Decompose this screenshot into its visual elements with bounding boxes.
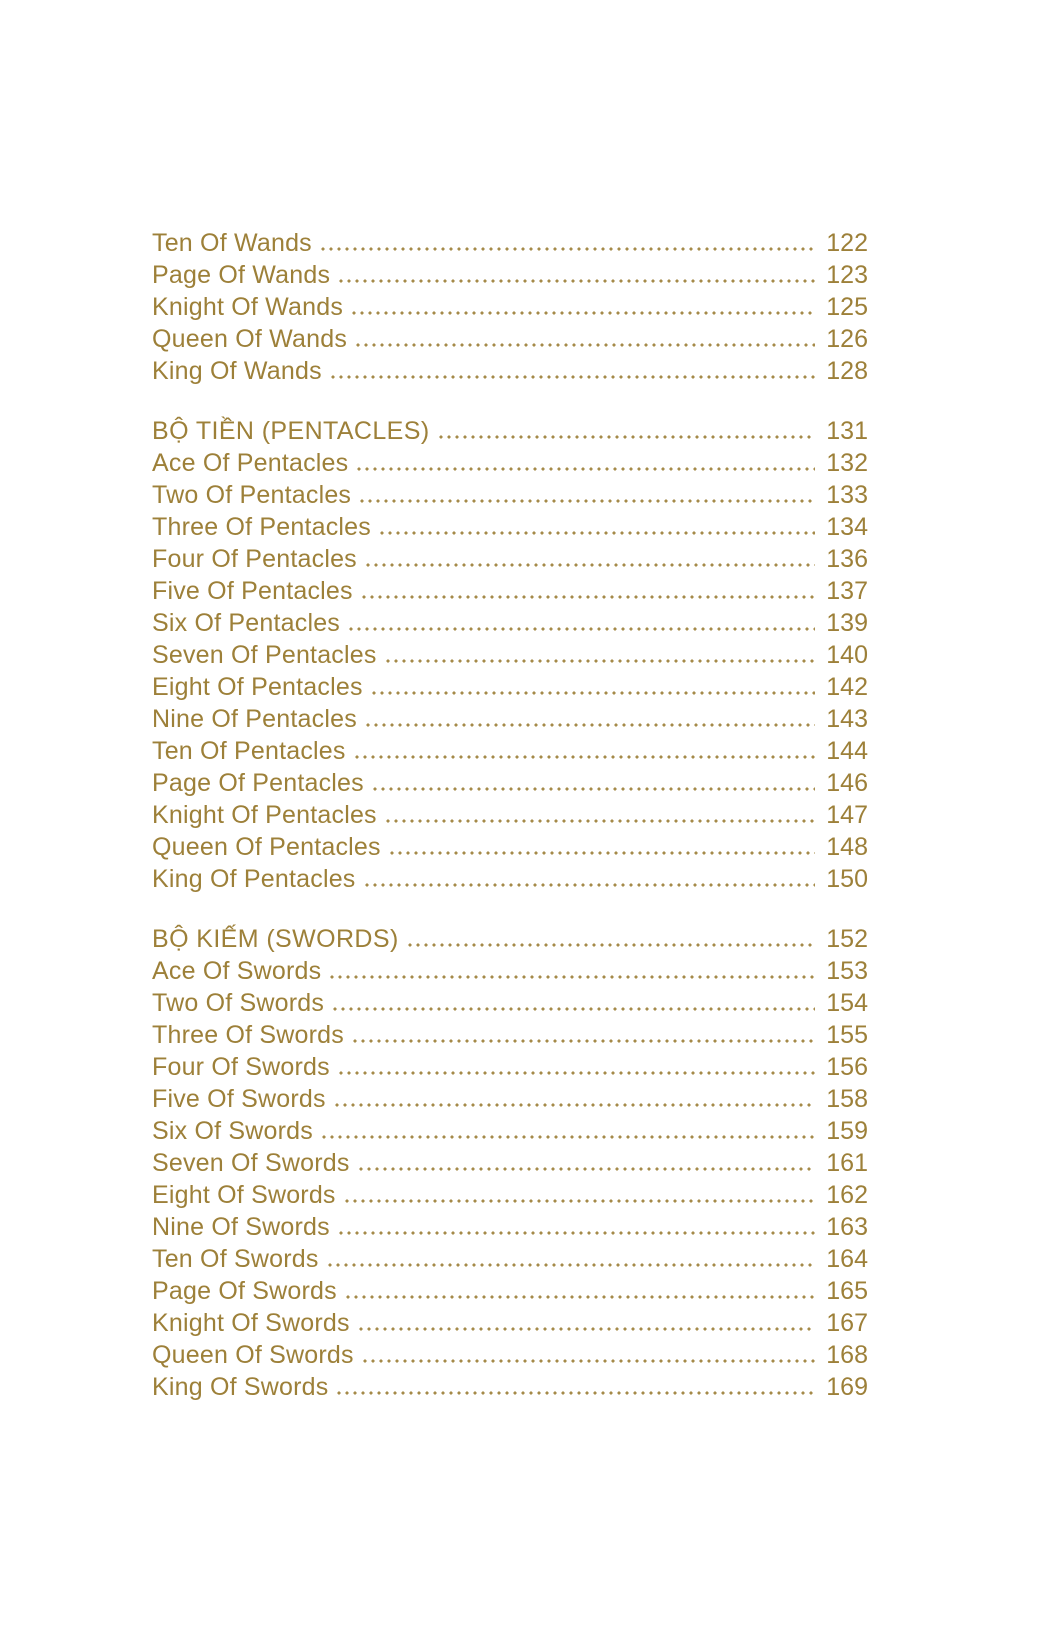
entry-title: Two Of Swords	[152, 989, 325, 1017]
entry-page-number: 126	[826, 325, 868, 353]
entry-page-number: 142	[826, 673, 868, 701]
entry-title: Five Of Swords	[152, 1085, 326, 1113]
toc-section-header	[152, 922, 868, 954]
entry-title: Page Of Wands	[152, 261, 331, 289]
toc-entry	[152, 766, 868, 798]
entry-page-number: 154	[826, 989, 868, 1017]
entry-page-number: 132	[826, 449, 868, 477]
entry-title: Eight Of Pentacles	[152, 673, 363, 701]
toc-entry	[152, 986, 868, 1018]
dot-leader	[333, 1007, 815, 1011]
toc-entry	[152, 1050, 868, 1082]
toc-section	[152, 226, 868, 386]
entry-page-number: 137	[826, 577, 868, 605]
dot-leader	[346, 1295, 815, 1299]
table-of-contents	[152, 226, 868, 1402]
toc-entry	[152, 322, 868, 354]
dot-leader	[365, 883, 815, 887]
entry-page-number: 153	[826, 957, 868, 985]
dot-leader	[352, 311, 815, 315]
toc-entry	[152, 1114, 868, 1146]
toc-entry	[152, 574, 868, 606]
entry-title: Ace Of Swords	[152, 957, 322, 985]
toc-entry	[152, 954, 868, 986]
entry-title: Ace Of Pentacles	[152, 449, 349, 477]
entry-page-number: 164	[826, 1245, 868, 1273]
dot-leader	[366, 563, 815, 567]
dot-leader	[322, 1135, 815, 1139]
toc-entry	[152, 1274, 868, 1306]
entry-title: Knight Of Pentacles	[152, 801, 377, 829]
entry-title: Eight Of Swords	[152, 1181, 336, 1209]
entry-title: Three Of Pentacles	[152, 513, 371, 541]
toc-entry	[152, 354, 868, 386]
entry-title: Page Of Swords	[152, 1277, 337, 1305]
entry-page-number: 128	[826, 357, 868, 385]
dot-leader	[328, 1263, 815, 1267]
entry-title: Four Of Swords	[152, 1053, 330, 1081]
dot-leader	[359, 1327, 815, 1331]
dot-leader	[330, 975, 815, 979]
dot-leader	[357, 467, 815, 471]
entry-page-number: 168	[826, 1341, 868, 1369]
entry-title: Knight Of Wands	[152, 293, 344, 321]
toc-entry	[152, 226, 868, 258]
dot-leader	[363, 1359, 815, 1363]
toc-entry	[152, 542, 868, 574]
entry-page-number: 131	[826, 417, 868, 445]
entry-title: Page Of Pentacles	[152, 769, 364, 797]
entry-page-number: 146	[826, 769, 868, 797]
entry-page-number: 159	[826, 1117, 868, 1145]
dot-leader	[331, 375, 815, 379]
toc-entry	[152, 1242, 868, 1274]
entry-page-number: 148	[826, 833, 868, 861]
entry-page-number: 139	[826, 609, 868, 637]
dot-leader	[353, 1039, 815, 1043]
dot-leader	[386, 819, 815, 823]
entry-page-number: 167	[826, 1309, 868, 1337]
entry-page-number: 133	[826, 481, 868, 509]
dot-leader	[339, 1231, 815, 1235]
dot-leader	[345, 1199, 815, 1203]
entry-page-number: 134	[826, 513, 868, 541]
entry-page-number: 122	[826, 229, 868, 257]
entry-title: King Of Wands	[152, 357, 322, 385]
dot-leader	[339, 1071, 815, 1075]
entry-title: Five Of Pentacles	[152, 577, 353, 605]
entry-page-number: 147	[826, 801, 868, 829]
entry-page-number: 169	[826, 1373, 868, 1401]
entry-title: Two Of Pentacles	[152, 481, 352, 509]
toc-entry	[152, 830, 868, 862]
dot-leader	[380, 531, 815, 535]
entry-title: Four Of Pentacles	[152, 545, 357, 573]
dot-leader	[373, 787, 815, 791]
dot-leader	[337, 1391, 815, 1395]
toc-entry	[152, 862, 868, 894]
toc-entry	[152, 1146, 868, 1178]
toc-entry	[152, 1306, 868, 1338]
dot-leader	[360, 499, 815, 503]
entry-page-number: 150	[826, 865, 868, 893]
entry-title: Queen Of Wands	[152, 325, 348, 353]
dot-leader	[439, 435, 815, 439]
entry-title: Three Of Swords	[152, 1021, 344, 1049]
entry-title: King Of Pentacles	[152, 865, 356, 893]
entry-page-number: 163	[826, 1213, 868, 1241]
entry-page-number: 125	[826, 293, 868, 321]
dot-leader	[335, 1103, 815, 1107]
entry-page-number: 143	[826, 705, 868, 733]
dot-leader	[390, 851, 815, 855]
entry-title: Knight Of Swords	[152, 1309, 350, 1337]
entry-page-number: 156	[826, 1053, 868, 1081]
dot-leader	[356, 343, 815, 347]
toc-entry	[152, 734, 868, 766]
entry-title: King Of Swords	[152, 1373, 329, 1401]
entry-page-number: 161	[826, 1149, 868, 1177]
entry-page-number: 152	[826, 925, 868, 953]
entry-title: Ten Of Wands	[152, 229, 312, 257]
entry-title: BỘ KIẾM (SWORDS)	[152, 925, 399, 953]
toc-entry	[152, 478, 868, 510]
dot-leader	[359, 1167, 815, 1171]
toc-entry	[152, 290, 868, 322]
dot-leader	[321, 247, 815, 251]
dot-leader	[355, 755, 815, 759]
toc-entry	[152, 1370, 868, 1402]
entry-title: Six Of Swords	[152, 1117, 313, 1145]
entry-page-number: 158	[826, 1085, 868, 1113]
toc-entry	[152, 1178, 868, 1210]
entry-page-number: 165	[826, 1277, 868, 1305]
toc-entry	[152, 1018, 868, 1050]
toc-entry	[152, 1338, 868, 1370]
entry-page-number: 123	[826, 261, 868, 289]
dot-leader	[349, 627, 815, 631]
entry-title: Ten Of Pentacles	[152, 737, 346, 765]
entry-page-number: 162	[826, 1181, 868, 1209]
toc-entry	[152, 258, 868, 290]
entry-title: BỘ TIỀN (PENTACLES)	[152, 417, 430, 445]
toc-entry	[152, 606, 868, 638]
dot-leader	[339, 279, 815, 283]
entry-title: Seven Of Pentacles	[152, 641, 377, 669]
entry-page-number: 144	[826, 737, 868, 765]
entry-title: Queen Of Swords	[152, 1341, 354, 1369]
toc-entry	[152, 510, 868, 542]
entry-page-number: 140	[826, 641, 868, 669]
toc-entry	[152, 1210, 868, 1242]
entry-title: Six Of Pentacles	[152, 609, 341, 637]
dot-leader	[408, 943, 815, 947]
entry-page-number: 136	[826, 545, 868, 573]
toc-section-header	[152, 414, 868, 446]
entry-page-number: 155	[826, 1021, 868, 1049]
toc-entry	[152, 670, 868, 702]
entry-title: Seven Of Swords	[152, 1149, 350, 1177]
toc-entry	[152, 638, 868, 670]
entry-title: Nine Of Pentacles	[152, 705, 357, 733]
toc-section	[152, 922, 868, 1402]
dot-leader	[372, 691, 815, 695]
entry-title: Queen Of Pentacles	[152, 833, 381, 861]
dot-leader	[366, 723, 815, 727]
entry-title: Ten Of Swords	[152, 1245, 319, 1273]
toc-entry	[152, 1082, 868, 1114]
toc-entry	[152, 798, 868, 830]
dot-leader	[386, 659, 815, 663]
dot-leader	[362, 595, 815, 599]
toc-entry	[152, 446, 868, 478]
entry-title: Nine Of Swords	[152, 1213, 330, 1241]
toc-entry	[152, 702, 868, 734]
toc-section	[152, 414, 868, 894]
